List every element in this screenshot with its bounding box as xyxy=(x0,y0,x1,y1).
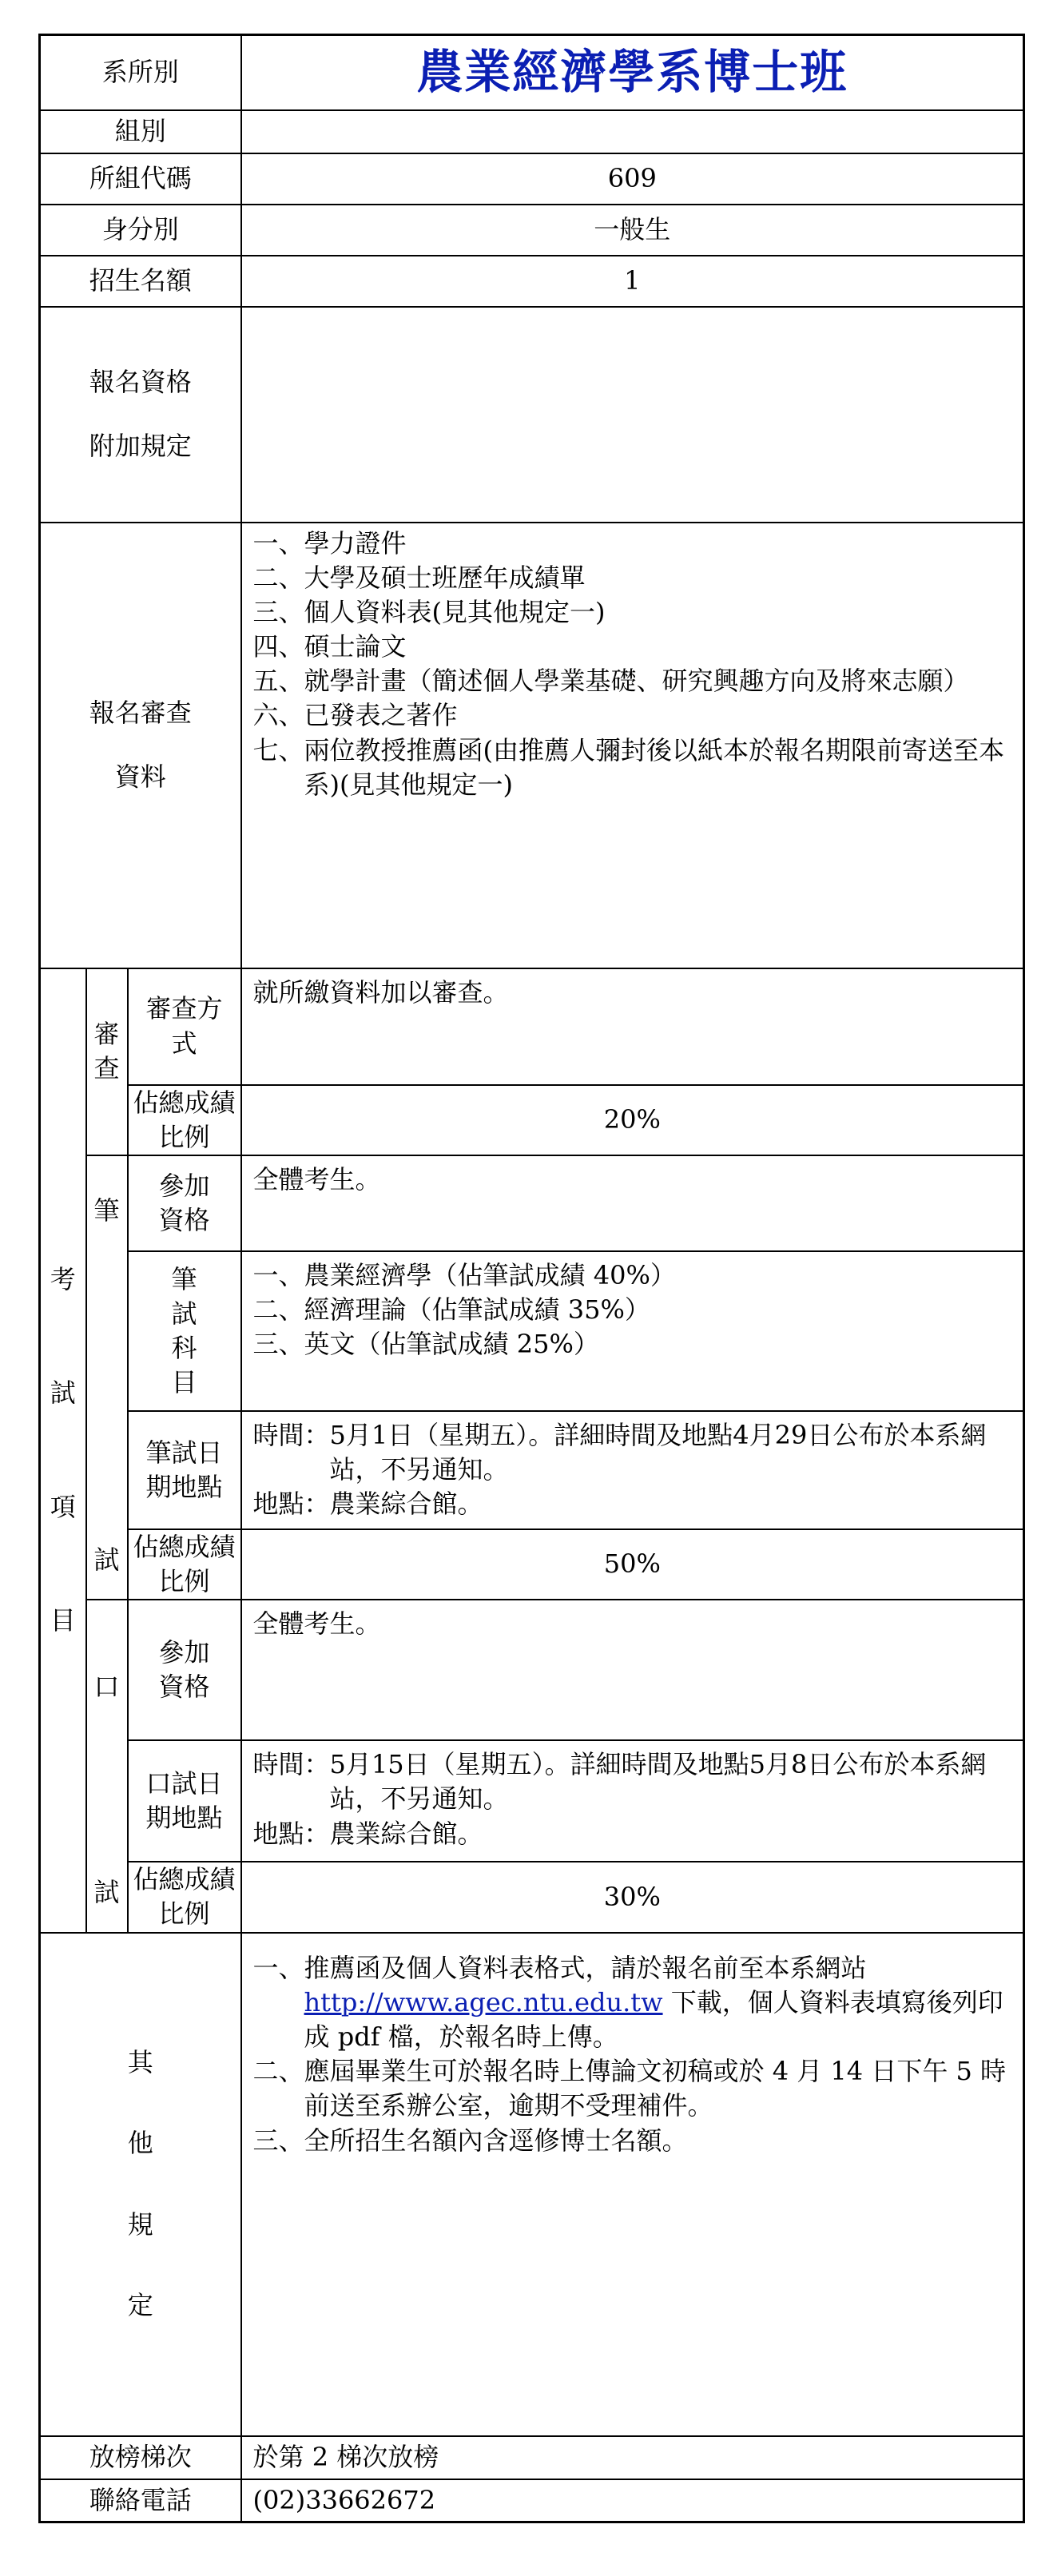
row-group xyxy=(40,110,1024,153)
documents-item: 四、 碩士論文 xyxy=(252,631,407,662)
other-item: 一、 推薦函及個人資料表格式，請於報名前至本系網站http://www.agec.ntu.edu.tw 下載，個人資料表填寫後列印成 pdf 檔，於報名時上傳。 xyxy=(252,1952,1003,2052)
other-cell xyxy=(241,1933,1024,2436)
quota-value: 1 xyxy=(241,256,1024,307)
written-eligible-label: 參加資格 xyxy=(128,1155,241,1251)
oral-time-line: 時間： 5月15日（星期五）。詳細時間及地點5月8日公布於本系網站，不另通知。 xyxy=(252,1749,987,1815)
documents-item: 三、 個人資料表(見其他規定一) xyxy=(252,596,606,627)
row-documents xyxy=(40,523,1024,968)
written-subjects-label: 筆 試 科 目 xyxy=(128,1251,241,1411)
oral-weight-label: 佔總成績比例 xyxy=(128,1862,241,1932)
written-date-label: 筆試日期地點 xyxy=(128,1411,241,1529)
written-date-cell xyxy=(241,1411,1024,1529)
exam-label-char: 目 xyxy=(50,1604,76,1636)
dept-label: 系所別 xyxy=(40,35,241,110)
review-label xyxy=(86,968,128,1155)
documents-list-cell xyxy=(241,523,1024,968)
exam-label-char: 試 xyxy=(50,1377,76,1409)
code-value: 609 xyxy=(241,153,1024,205)
oral-label xyxy=(86,1600,128,1932)
phone-value: (02)33662672 xyxy=(241,2479,1024,2522)
written-eligible-value: 全體考生。 xyxy=(241,1155,1024,1251)
oral-weight-value: 30% xyxy=(241,1862,1024,1932)
written-label xyxy=(86,1155,128,1600)
documents-item: 七、 兩位教授推薦函(由推薦人彌封後以紙本於報名期限前寄送至本系)(見其他規定一) xyxy=(252,734,1005,800)
group-label: 組別 xyxy=(40,110,241,153)
documents-item: 二、 大學及碩士班歷年成績單 xyxy=(252,562,586,593)
row-written-eligible xyxy=(40,1155,1024,1251)
written-subject-item: 三、 英文（佔筆試成績 25%） xyxy=(252,1329,599,1360)
documents-label-line1: 報名審查 xyxy=(89,698,192,729)
row-oral-date xyxy=(40,1740,1024,1862)
phone-label: 聯絡電話 xyxy=(40,2479,241,2522)
other-list xyxy=(253,1951,1012,2158)
row-eligibility xyxy=(40,307,1024,523)
review-weight-label: 佔總成績比例 xyxy=(128,1085,241,1155)
eligibility-label-line1: 報名資格 xyxy=(89,367,192,398)
website-link[interactable]: http://www.agec.ntu.edu.tw xyxy=(304,1986,663,2017)
oral-label-char: 口 xyxy=(93,1672,120,1703)
exam-label-char: 項 xyxy=(50,1491,76,1522)
group-value xyxy=(241,110,1024,153)
review-label-char: 查 xyxy=(93,1052,120,1083)
ranking-label: 放榜梯次 xyxy=(40,2436,241,2479)
row-written-subjects xyxy=(40,1251,1024,1411)
written-label-char: 試 xyxy=(93,1544,120,1575)
written-subject-item: 一、 農業經濟學（佔筆試成績 40%） xyxy=(252,1259,676,1290)
written-time-line: 時間： 5月1日（星期五）。詳細時間及地點4月29日公布於本系網站，不另通知。 xyxy=(252,1419,987,1485)
code-label: 所組代碼 xyxy=(40,153,241,205)
ranking-value: 於第 2 梯次放榜 xyxy=(241,2436,1024,2479)
written-subject-item: 二、 經濟理論（佔筆試成績 35%） xyxy=(252,1294,650,1326)
row-quota xyxy=(40,256,1024,307)
row-identity xyxy=(40,205,1024,256)
oral-label-char: 試 xyxy=(93,1877,120,1908)
oral-place-line: 地點： 農業綜合館。 xyxy=(252,1818,483,1849)
documents-label-line2: 資料 xyxy=(114,761,166,792)
oral-date-label: 口試日期地點 xyxy=(128,1740,241,1862)
row-department xyxy=(40,35,1024,110)
row-review-weight xyxy=(40,1085,1024,1155)
row-written-date xyxy=(40,1411,1024,1529)
other-item: 三、 全所招生名額內含逕修博士名額。 xyxy=(252,2125,688,2156)
documents-label xyxy=(40,523,241,968)
written-subjects-cell xyxy=(241,1251,1024,1411)
row-oral-weight xyxy=(40,1862,1024,1932)
dept-title xyxy=(241,35,1024,110)
other-item: 二、 應屆畢業生可於報名時上傳論文初稿或於 4 月 14 日下午 5 時前送至系辦公室，逾期不受理補件。 xyxy=(252,2056,1007,2121)
written-subjects-list xyxy=(253,1258,1012,1362)
review-label-char: 審 xyxy=(93,1018,120,1049)
row-written-weight xyxy=(40,1529,1024,1600)
documents-item: 五、 就學計畫（簡述個人學業基礎、研究興趣方向及將來志願） xyxy=(252,666,969,697)
row-code xyxy=(40,153,1024,205)
quota-label: 招生名額 xyxy=(40,256,241,307)
eligibility-label xyxy=(40,307,241,523)
admission-table xyxy=(38,34,1025,2523)
review-weight-value: 20% xyxy=(241,1085,1024,1155)
written-place-line: 地點： 農業綜合館。 xyxy=(252,1489,483,1520)
dept-title-text: 農業經濟學系博士班 xyxy=(416,44,848,99)
written-label-char: 筆 xyxy=(93,1195,120,1226)
review-method-value: 就所繳資料加以審查。 xyxy=(241,968,1024,1085)
documents-item: 六、 已發表之著作 xyxy=(252,700,458,731)
exam-label-char: 考 xyxy=(50,1264,76,1295)
oral-date-cell xyxy=(241,1740,1024,1862)
row-ranking xyxy=(40,2436,1024,2479)
identity-value: 一般生 xyxy=(241,205,1024,256)
documents-item: 一、 學力證件 xyxy=(252,527,407,559)
row-phone xyxy=(40,2479,1024,2522)
written-weight-value: 50% xyxy=(241,1529,1024,1600)
row-oral-eligible xyxy=(40,1600,1024,1740)
oral-eligible-value: 全體考生。 xyxy=(241,1600,1024,1740)
review-method-label: 審查方式 xyxy=(128,968,241,1085)
row-review-method xyxy=(40,968,1024,1085)
row-other xyxy=(40,1933,1024,2436)
eligibility-label-line2: 附加規定 xyxy=(89,430,192,461)
eligibility-value xyxy=(241,307,1024,523)
documents-list xyxy=(253,527,1012,803)
identity-label: 身分別 xyxy=(40,205,241,256)
other-label: 其 他 規 定 xyxy=(40,1933,241,2436)
oral-eligible-label: 參加資格 xyxy=(128,1600,241,1740)
exam-label xyxy=(40,968,86,1933)
written-weight-label: 佔總成績比例 xyxy=(128,1529,241,1600)
